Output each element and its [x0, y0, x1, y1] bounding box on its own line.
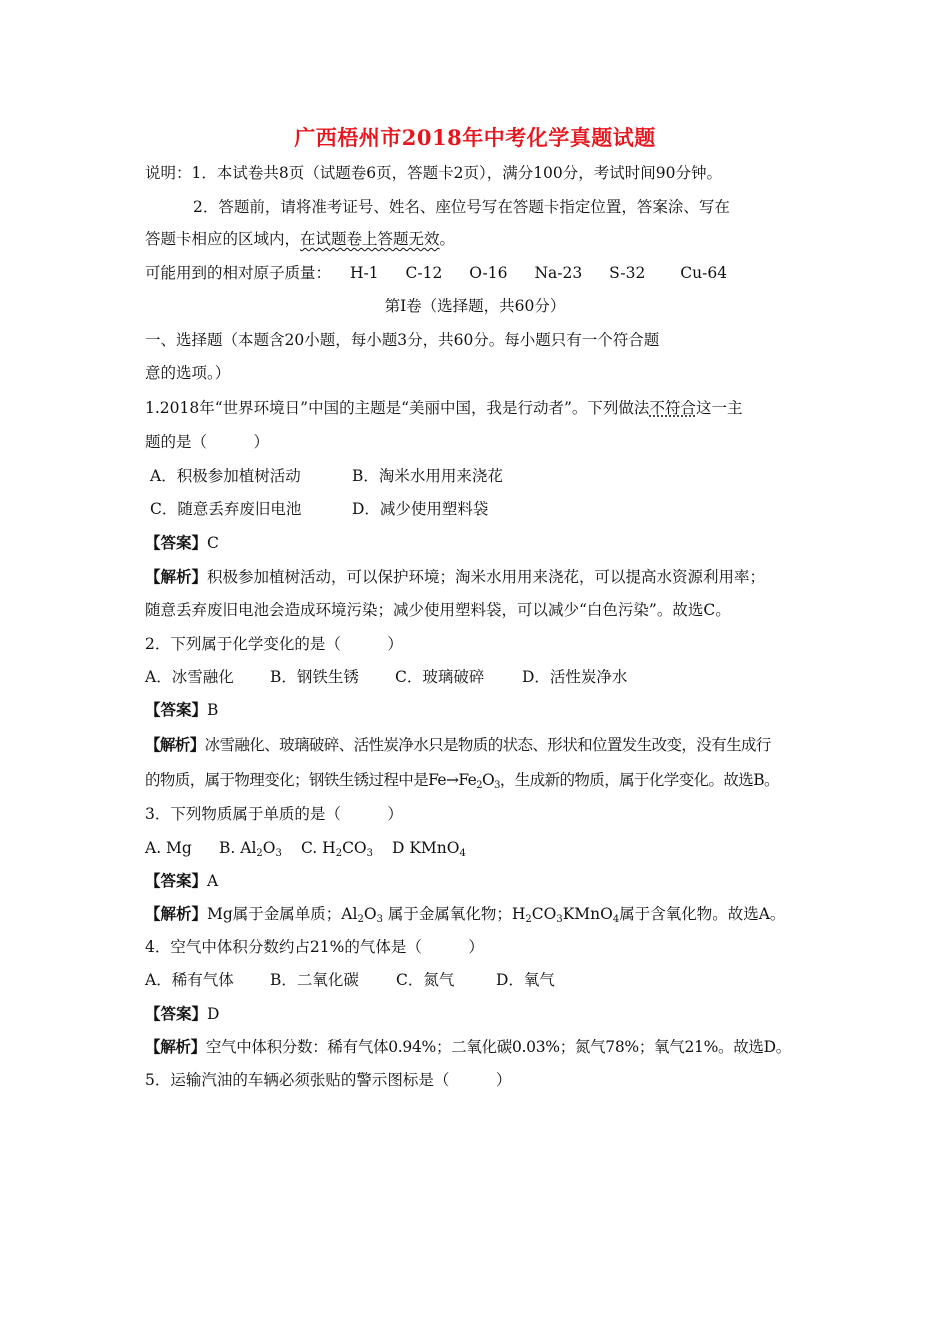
analysis-text: KMnO	[562, 905, 613, 923]
atom-mass: S-32	[609, 264, 646, 282]
q5-stem: 5．运输汽油的车辆必须张贴的警示图标是（ ）	[145, 1071, 512, 1089]
answer-label: 【答案】	[145, 871, 208, 890]
subscript: 4	[612, 914, 620, 925]
answer-value: D	[207, 1005, 220, 1023]
q3-option-c	[301, 838, 373, 858]
page-title: 广西梧州市2018年中考化学真题试题	[294, 125, 656, 150]
analysis-label: 【解析】	[145, 567, 208, 586]
answer-value: A	[207, 872, 219, 890]
subscript: 3	[376, 914, 383, 925]
analysis-text: 的物质，属于物理变化；钢铁生锈过程中是Fe→Fe	[145, 771, 477, 789]
q3-answer	[145, 871, 218, 891]
q4-answer	[145, 1004, 219, 1024]
q1-option-a: A．积极参加植树活动	[150, 467, 301, 485]
note-3-post: 。	[439, 230, 456, 248]
q1-stem-line-2: 题的是（ ）	[145, 433, 270, 451]
q4-option-a: A．稀有气体	[145, 971, 234, 989]
atom-mass: C-12	[405, 264, 443, 282]
q3-option-b	[219, 838, 282, 858]
atomic-masses-label: 可能用到的相对原子质量：	[145, 264, 332, 282]
q2-analysis-line-1	[145, 735, 771, 755]
answer-label: 【答案】	[145, 700, 208, 719]
subscript: 2	[525, 914, 532, 925]
note-2: 2．答题前，请将准考证号、姓名、座位号写在答题卡指定位置，答案涂、写在	[193, 198, 730, 216]
q3-option-a: A. Mg	[145, 839, 192, 857]
q4-option-c: C．氮气	[396, 971, 455, 989]
answer-value: B	[207, 701, 219, 719]
subscript: 3	[494, 780, 500, 791]
q2-answer	[145, 700, 218, 720]
atom-mass: O-16	[469, 264, 508, 282]
analysis-text: O	[482, 771, 495, 789]
answer-label: 【答案】	[145, 1004, 208, 1023]
analysis-text: 属于金属氧化物；H	[382, 905, 526, 923]
subscript: 2	[357, 914, 364, 925]
analysis-label: 【解析】	[145, 904, 208, 923]
answer-label: 【答案】	[145, 533, 208, 552]
q2-option-a: A．冰雪融化	[145, 668, 234, 686]
atom-mass: Cu-64	[680, 264, 728, 282]
q2-stem: 2．下列属于化学变化的是（ ）	[145, 635, 403, 653]
q1-stem	[145, 398, 742, 418]
subscript: 3	[275, 848, 282, 859]
atom-mass: Na-23	[534, 264, 583, 282]
note-1: 说明：1．本试卷共8页（试题卷6页，答题卡2页），满分100分，考试时间90分钟。	[145, 164, 723, 182]
q4-option-d: D．氧气	[496, 971, 555, 989]
analysis-text: 冰雪融化、玻璃破碎、活性炭净水只是物质的状态、形状和位置发生改变，没有生成行	[204, 736, 771, 754]
section-1-line-2: 意的选项。）	[145, 364, 231, 382]
q1-stem-post: 这一主	[695, 399, 743, 417]
q3-stem: 3．下列物质属于单质的是（ ）	[145, 805, 403, 823]
subscript: 2	[476, 780, 483, 791]
q1-answer	[145, 533, 219, 553]
q2-option-c: C．玻璃破碎	[395, 668, 485, 686]
subscript: 3	[366, 848, 374, 859]
analysis-text: 积极参加植树活动，可以保护环境；淘米水用用来浇花，可以提高水资源利用率；	[207, 568, 766, 586]
analysis-text: 空气中体积分数：稀有气体0.94%；二氧化碳0.03%；氮气78%；氧气21%。故选D。	[205, 1038, 791, 1056]
q2-option-d: D．活性炭净水	[522, 668, 628, 686]
formula-part: CO	[342, 839, 367, 857]
subscript: 2	[256, 848, 263, 859]
formula-part: C. H	[301, 839, 336, 857]
atomic-masses	[145, 263, 727, 283]
q4-analysis	[145, 1037, 791, 1057]
q3-analysis	[145, 904, 785, 924]
q1-analysis-line-2: 随意丢弃废旧电池会造成环境污染；减少使用塑料袋，可以减少“白色污染”。故选C。	[145, 601, 731, 619]
analysis-label: 【解析】	[145, 735, 205, 754]
q2-analysis-line-2	[145, 770, 779, 790]
q1-analysis-line-1	[145, 567, 765, 587]
q1-option-d: D．减少使用塑料袋	[352, 500, 489, 518]
analysis-text: CO	[531, 905, 557, 923]
subscript: 3	[556, 914, 563, 925]
subscript: 4	[459, 848, 466, 859]
analysis-text: O	[363, 905, 377, 923]
analysis-text: Mg属于金属单质；Al	[207, 905, 358, 923]
answer-value: C	[207, 534, 219, 552]
note-3-underlined: 在试题卷上答题无效	[300, 230, 440, 248]
formula-part: B. Al	[219, 839, 257, 857]
formula-part: O	[262, 839, 276, 857]
analysis-text: ，生成新的物质，属于化学变化。故选B。	[499, 771, 779, 789]
analysis-label: 【解析】	[145, 1037, 206, 1056]
atom-mass: H-1	[349, 264, 379, 282]
analysis-text: 属于含氧化物。故选A。	[619, 905, 786, 923]
part-1-title: 第Ⅰ卷（选择题，共60分）	[384, 297, 566, 315]
q1-option-c: C．随意丢弃废旧电池	[150, 500, 302, 518]
note-3	[145, 229, 455, 249]
formula-part: D KMnO	[392, 839, 460, 857]
subscript: 2	[335, 848, 343, 859]
q2-option-b: B．钢铁生锈	[270, 668, 359, 686]
q1-stem-underlined: 不符合	[649, 399, 696, 417]
note-3-pre: 答题卡相应的区域内，	[145, 230, 301, 248]
section-1-line-1: 一、选择题（本题含20小题，每小题3分，共60分。每小题只有一个符合题	[145, 331, 660, 349]
q1-stem-pre: 1.2018年“世界环境日”中国的主题是“美丽中国，我是行动者”。下列做法	[145, 399, 650, 417]
q3-option-d	[392, 838, 466, 858]
q4-option-b: B．二氧化碳	[270, 971, 359, 989]
q4-stem: 4．空气中体积分数约占21%的气体是（ ）	[145, 938, 484, 956]
q1-option-b: B．淘米水用用来浇花	[352, 467, 503, 485]
